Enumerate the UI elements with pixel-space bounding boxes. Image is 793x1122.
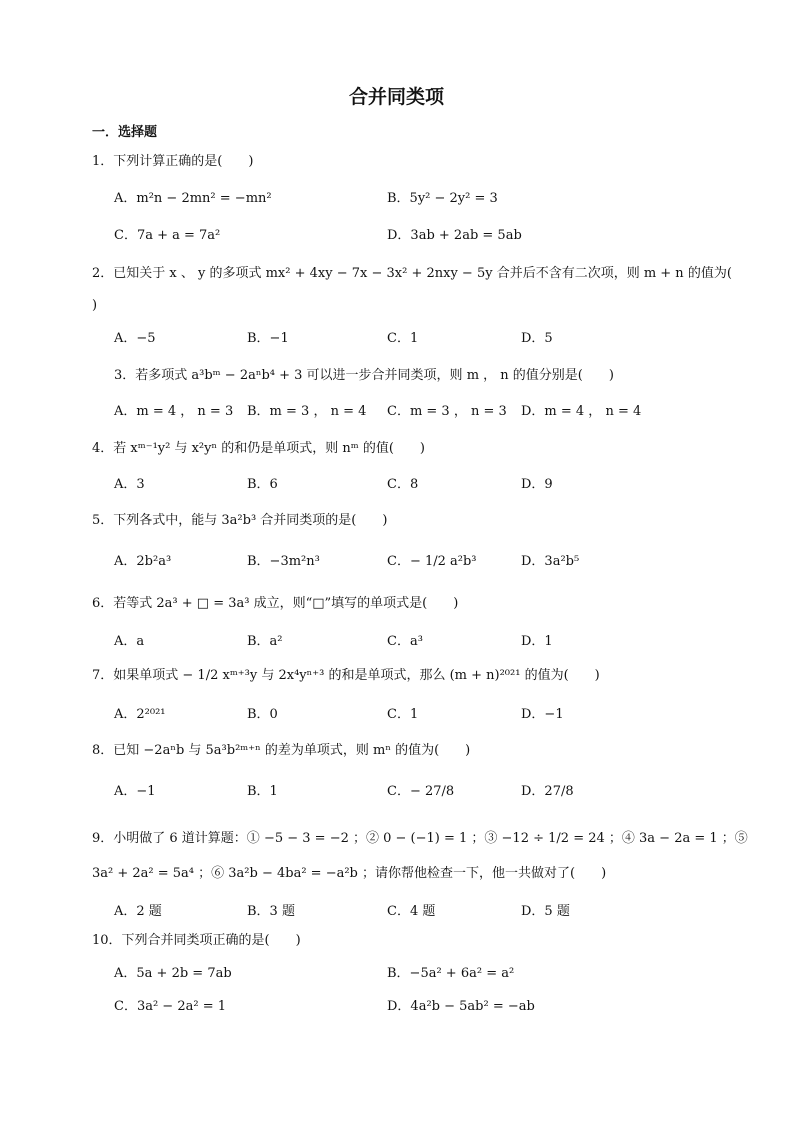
- q4-option-d: D．9: [521, 477, 553, 492]
- q3-option-c: C．m = 3 ， n = 3: [387, 404, 507, 419]
- question-6-stem: 6．若等式 2a³ + □ = 3a³ 成立，则“□”填写的单项式是( ): [92, 596, 459, 611]
- question-2-stem-cont: ): [92, 298, 98, 313]
- q4-option-a: A．3: [114, 477, 145, 492]
- q6-option-c: C．a³: [387, 634, 423, 649]
- section-heading: 一．选择题: [92, 125, 158, 140]
- q7-option-c: C．1: [387, 707, 419, 722]
- q4-option-b: B．6: [247, 477, 278, 492]
- question-9-stem-cont: 3a² + 2a² = 5a⁴ ；⑥ 3a²b − 4ba² = −a²b ；请你帮他检查一下，他一共做对了( ): [92, 866, 607, 881]
- question-1-stem: 1．下列计算正确的是( ): [92, 154, 254, 169]
- q8-option-d: D．27/8: [521, 784, 574, 799]
- question-9-stem: 9．小明做了 6 道计算题：① −5 − 3 = −2 ；② 0 − (−1) = 1 ；③ −12 ÷ 1/2 = 24 ；④ 3a − 2a = 1 ；⑤: [92, 831, 748, 846]
- q7-option-a: A．2²⁰²¹: [114, 707, 166, 722]
- q2-option-a: A．−5: [114, 331, 156, 346]
- q9-option-d: D．5 题: [521, 904, 570, 919]
- q6-option-a: A．a: [114, 634, 145, 649]
- q5-option-b: B．−3m²n³: [247, 554, 320, 569]
- question-4-stem: 4．若 xᵐ⁻¹y² 与 x²yⁿ 的和仍是单项式，则 nᵐ 的值( ): [92, 441, 425, 456]
- q3-option-d: D．m = 4 ， n = 4: [521, 404, 642, 419]
- q4-option-c: C．8: [387, 477, 419, 492]
- q10-option-d: D．4a²b − 5ab² = −ab: [387, 999, 535, 1014]
- question-5-stem: 5．下列各式中，能与 3a²b³ 合并同类项的是( ): [92, 513, 388, 528]
- q2-option-d: D．5: [521, 331, 553, 346]
- q1-option-a: A．m²n − 2mn² = −mn²: [114, 191, 272, 206]
- q9-option-c: C．4 题: [387, 904, 436, 919]
- q2-option-b: B．−1: [247, 331, 289, 346]
- question-2-stem: 2．已知关于 x 、 y 的多项式 mx² + 4xy − 7x − 3x² + 2nxy − 5y 合并后不含有二次项，则 m + n 的值为(: [92, 266, 732, 281]
- q5-option-c: C．− 1/2 a²b³: [387, 554, 477, 569]
- question-3-stem: 3．若多项式 a³bᵐ − 2aⁿb⁴ + 3 可以进一步合并同类项，则 m ， n 的值分别是( ): [114, 368, 614, 383]
- q3-option-a: A．m = 4 ， n = 3: [114, 404, 234, 419]
- question-7-stem: 7．如果单项式 − 1/2 xᵐ⁺³y 与 2x⁴yⁿ⁺³ 的和是单项式，那么 (m + n)²⁰²¹ 的值为( ): [92, 668, 600, 683]
- page-title: 合并同类项: [348, 86, 444, 108]
- q7-option-d: D．−1: [521, 707, 564, 722]
- q10-option-b: B．−5a² + 6a² = a²: [387, 966, 515, 981]
- q8-option-b: B．1: [247, 784, 278, 799]
- q9-option-a: A．2 题: [114, 904, 162, 919]
- q1-option-d: D．3ab + 2ab = 5ab: [387, 228, 522, 243]
- q6-option-d: D．1: [521, 634, 553, 649]
- q10-option-c: C．3a² − 2a² = 1: [114, 999, 226, 1014]
- q8-option-a: A．−1: [114, 784, 156, 799]
- q10-option-a: A．5a + 2b = 7ab: [114, 966, 232, 981]
- q1-option-b: B．5y² − 2y² = 3: [387, 191, 498, 206]
- q2-option-c: C．1: [387, 331, 419, 346]
- q5-option-d: D．3a²b⁵: [521, 554, 580, 569]
- q5-option-a: A．2b²a³: [114, 554, 172, 569]
- q8-option-c: C．− 27/8: [387, 784, 455, 799]
- q3-option-b: B．m = 3 ， n = 4: [247, 404, 367, 419]
- q6-option-b: B．a²: [247, 634, 283, 649]
- q7-option-b: B．0: [247, 707, 278, 722]
- q1-option-c: C．7a + a = 7a²: [114, 228, 221, 243]
- question-8-stem: 8．已知 −2aⁿb 与 5a³b²ᵐ⁺ⁿ 的差为单项式，则 mⁿ 的值为( ): [92, 743, 471, 758]
- q9-option-b: B．3 题: [247, 904, 295, 919]
- question-10-stem: 10．下列合并同类项正确的是( ): [92, 933, 301, 948]
